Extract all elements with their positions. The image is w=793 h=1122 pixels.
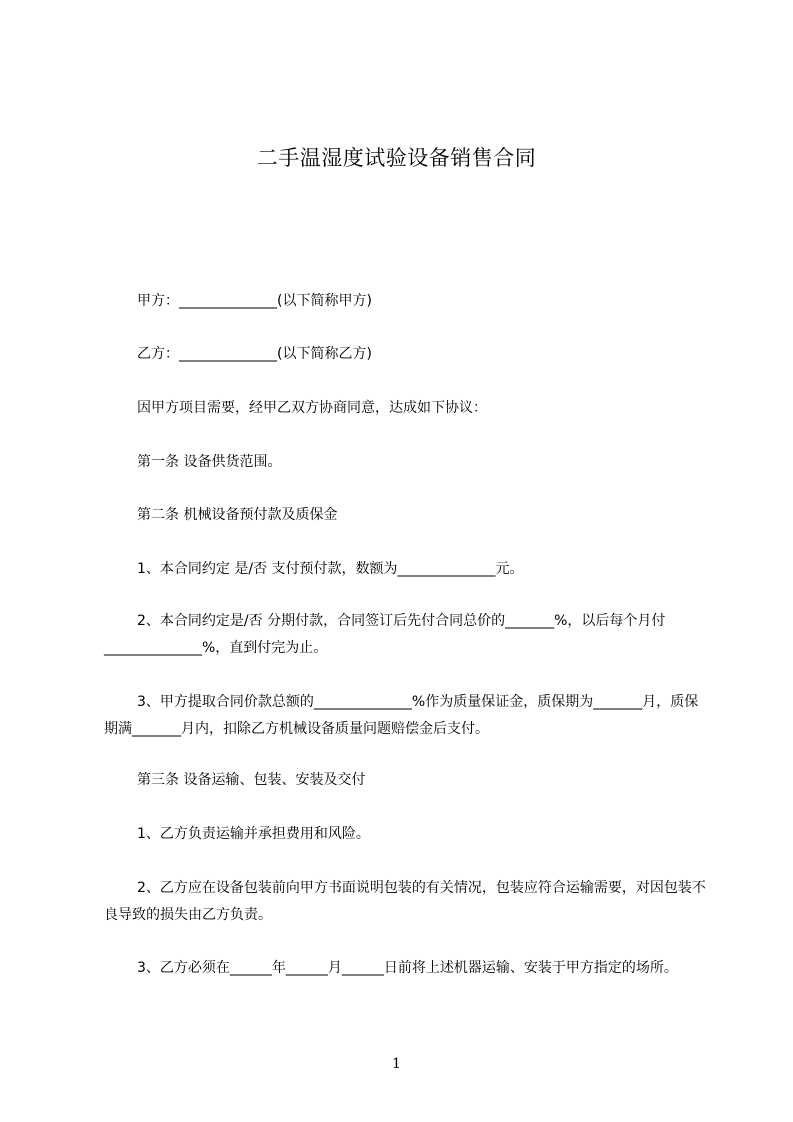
agreement-intro: 因甲方项目需要，经甲乙双方协商同意，达成如下协议： xyxy=(137,400,487,416)
article-2-clause-2: 2、本合同约定是/否 分期付款，合同签订后先付合同总价的_______%，以后每个月付______________%，直到付完为止。 xyxy=(104,613,666,656)
contract-title: 二手温湿度试验设备销售合同 xyxy=(256,146,537,170)
article-3-clause-2: 2、乙方应在设备包装前向甲方书面说明包装的有关情况，包装应符合运输需要，对因包装不良导致的损失由乙方负责。 xyxy=(104,880,706,923)
party-a-line: 甲方：______________(以下简称甲方) xyxy=(137,293,372,309)
party-b-line: 乙方：______________(以下简称乙方) xyxy=(137,346,372,362)
article-2-clause-1: 1、本合同约定 是/否 支付预付款，数额为______________元。 xyxy=(137,561,524,577)
article-2-heading: 第二条 机械设备预付款及质保金 xyxy=(137,507,338,523)
article-1-heading: 第一条 设备供货范围。 xyxy=(137,454,282,470)
article-3-clause-3: 3、乙方必须在______年______月______日前将上述机器运输、安装于甲方指定的场所。 xyxy=(137,960,678,976)
page-number: 1 xyxy=(392,1056,401,1072)
article-3-clause-1: 1、乙方负责运输并承担费用和风险。 xyxy=(137,826,370,842)
article-2-clause-3: 3、甲方提取合同价款总额的______________%作为质量保证金，质保期为_______月，质保期满_______月内，扣除乙方机械设备质量问题赔偿金后支付。 xyxy=(104,694,699,737)
article-3-heading: 第三条 设备运输、包装、安装及交付 xyxy=(137,772,366,788)
